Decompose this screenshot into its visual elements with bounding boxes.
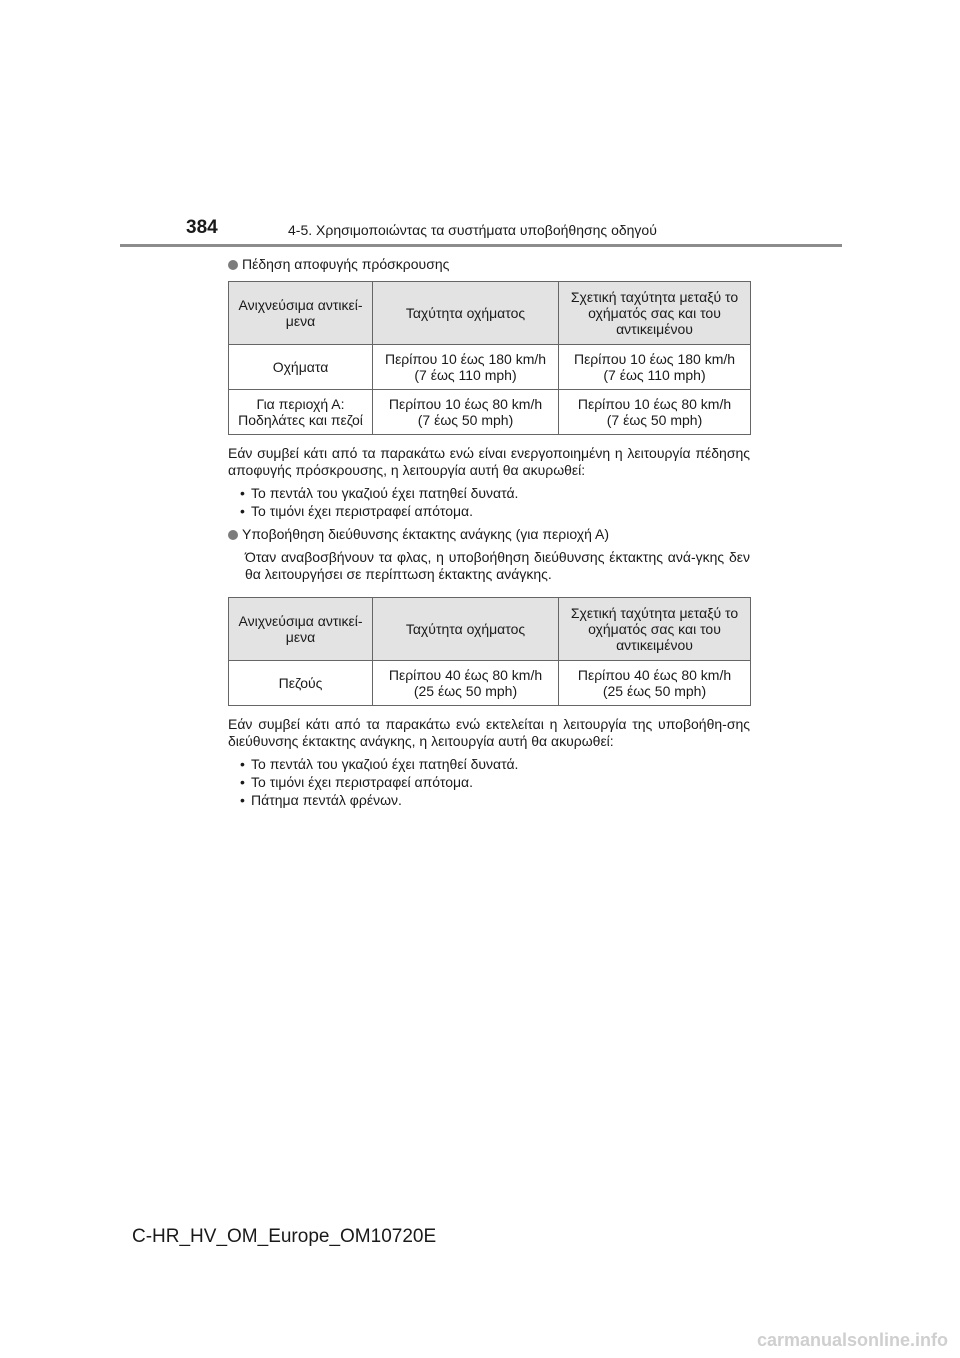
- table-header-cell: Σχετική ταχύτητα μεταξύ το οχήματός σας και του αντικειμένου: [559, 282, 751, 345]
- table-cell: Περίπου 10 έως 180 km/h (7 έως 110 mph): [373, 345, 559, 390]
- table-row: [229, 390, 751, 435]
- section2-paragraph: Εάν συμβεί κάτι από τα παρακάτω ενώ εκτελείται η λειτουργία της υποβοήθη-σης διεύθυνσης έκτακτης ανάγκης, η λειτουργία αυτή θα ακυρωθεί:: [228, 716, 750, 749]
- header-rule: [120, 244, 842, 247]
- section1-table: [228, 281, 751, 435]
- section1-paragraph: Εάν συμβεί κάτι από τα παρακάτω ενώ είναι ενεργοποιημένη η λειτουργία πέδησης αποφυγής πρόσκρουσης, η λειτουργία αυτή θα ακυρωθεί:: [228, 445, 750, 478]
- list-item: • Το τιμόνι έχει περιστραφεί απότομα.: [240, 774, 750, 791]
- section2-heading-text: Υποβοήθηση διεύθυνσης έκτακτης ανάγκης (για περιοχή Α): [242, 526, 610, 542]
- table-cell: Περίπου 10 έως 180 km/h (7 έως 110 mph): [559, 345, 751, 390]
- page-number: 384: [186, 217, 218, 238]
- list-item: • Πάτημα πεντάλ φρένων.: [240, 792, 750, 809]
- table-header-row: [229, 598, 751, 661]
- section2-intro: Όταν αναβοσβήνουν τα φλας, η υποβοήθηση διεύθυνσης έκτακτης ανά-γκης δεν θα λειτουργήσει σε περίπτωση έκτακτης ανάγκης.: [245, 549, 750, 582]
- table-cell: Περίπου 10 έως 80 km/h (7 έως 50 mph): [373, 390, 559, 435]
- bullet-dot-icon: [228, 260, 238, 270]
- section1-heading: [228, 256, 750, 273]
- page-content: [228, 256, 750, 815]
- watermark: carmanualsonline.info: [756, 1330, 948, 1350]
- page-header: [120, 214, 842, 248]
- table-header-cell: Ανιχνεύσιμα αντικεί- μενα: [229, 598, 373, 661]
- table-cell: Οχήματα: [229, 345, 373, 390]
- table-header-cell: Ταχύτητα οχήματος: [373, 598, 559, 661]
- table-row: [229, 661, 751, 706]
- section-title: 4-5. Χρησιμοποιώντας τα συστήματα υποβοήθησης οδηγού: [288, 222, 657, 238]
- section1-list: [228, 485, 750, 520]
- table-header-cell: Σχετική ταχύτητα μεταξύ το οχήματός σας και του αντικειμένου: [559, 598, 751, 661]
- list-item: • Το πεντάλ του γκαζιού έχει πατηθεί δυνατά.: [240, 756, 750, 773]
- table-cell: Για περιοχή Α: Ποδηλάτες και πεζοί: [229, 390, 373, 435]
- table-cell: Περίπου 10 έως 80 km/h (7 έως 50 mph): [559, 390, 751, 435]
- section1-heading-text: Πέδηση αποφυγής πρόσκρουσης: [242, 256, 450, 272]
- list-item: • Το πεντάλ του γκαζιού έχει πατηθεί δυνατά.: [240, 485, 750, 502]
- table-cell: Πεζούς: [229, 661, 373, 706]
- table-cell: Περίπου 40 έως 80 km/h (25 έως 50 mph): [373, 661, 559, 706]
- section2-table: [228, 597, 751, 706]
- table-cell: Περίπου 40 έως 80 km/h (25 έως 50 mph): [559, 661, 751, 706]
- list-item: • Το τιμόνι έχει περιστραφεί απότομα.: [240, 503, 750, 520]
- table-row: [229, 345, 751, 390]
- table-header-row: [229, 282, 751, 345]
- section2-heading: [228, 526, 750, 543]
- table-header-cell: Ταχύτητα οχήματος: [373, 282, 559, 345]
- document-code: C-HR_HV_OM_Europe_OM10720E: [132, 1226, 437, 1247]
- bullet-dot-icon: [228, 530, 238, 540]
- section2-list: [228, 756, 750, 809]
- table-header-cell: Ανιχνεύσιμα αντικεί- μενα: [229, 282, 373, 345]
